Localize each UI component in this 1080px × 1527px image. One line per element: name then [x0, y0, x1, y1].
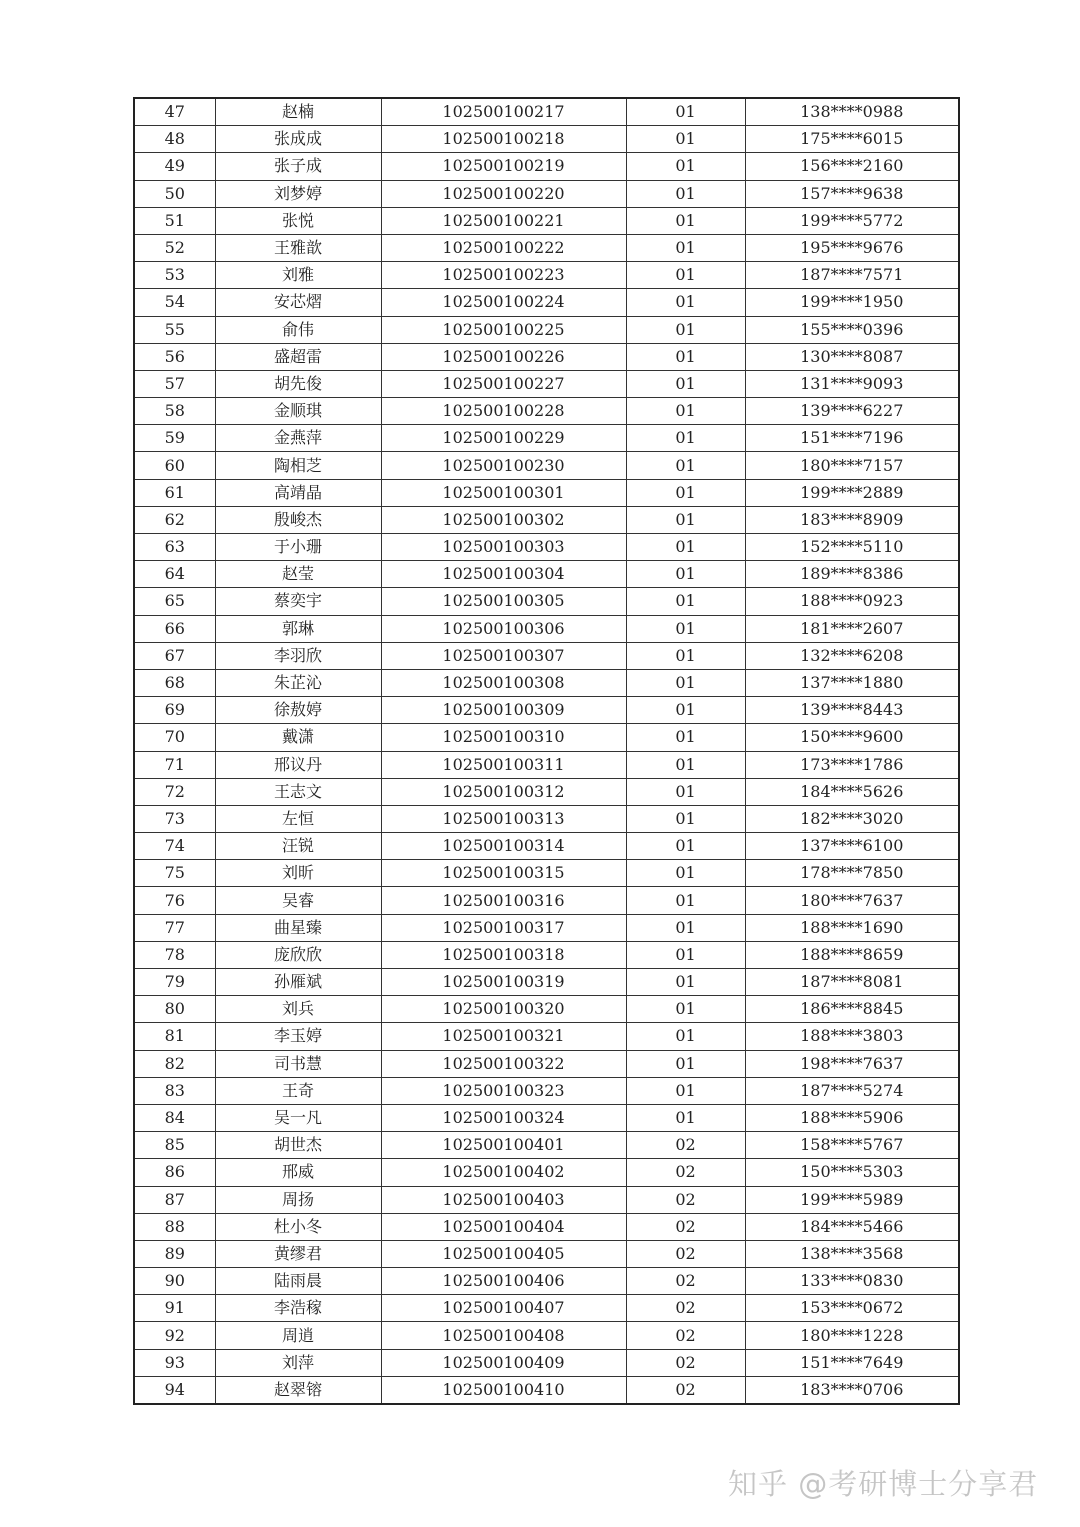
group-code-cell: 01 [626, 914, 745, 941]
row-number-cell: 78 [134, 941, 215, 968]
group-code-cell: 01 [626, 561, 745, 588]
table-row [134, 969, 959, 996]
phone-cell: 151****7196 [745, 425, 959, 452]
name-cell: 左恒 [215, 805, 381, 832]
candidate-id-cell: 102500100317 [381, 914, 626, 941]
candidate-id-cell: 102500100315 [381, 860, 626, 887]
name-cell: 刘梦婷 [215, 180, 381, 207]
table-row [134, 860, 959, 887]
group-code-cell: 01 [626, 1050, 745, 1077]
group-code-cell: 01 [626, 370, 745, 397]
phone-cell: 137****1880 [745, 669, 959, 696]
table-row [134, 234, 959, 261]
candidate-id-cell: 102500100321 [381, 1023, 626, 1050]
row-number-cell: 72 [134, 778, 215, 805]
table-row [134, 1240, 959, 1267]
candidate-id-cell: 102500100406 [381, 1268, 626, 1295]
phone-cell: 188****0923 [745, 588, 959, 615]
candidate-id-cell: 102500100222 [381, 234, 626, 261]
phone-cell: 187****7571 [745, 262, 959, 289]
candidate-id-cell: 102500100311 [381, 751, 626, 778]
zhihu-watermark: 知乎 @考研博士分享君 [728, 1467, 1039, 1501]
row-number-cell: 89 [134, 1240, 215, 1267]
row-number-cell: 58 [134, 398, 215, 425]
row-number-cell: 76 [134, 887, 215, 914]
name-cell: 陆雨晨 [215, 1268, 381, 1295]
row-number-cell: 50 [134, 180, 215, 207]
candidate-id-cell: 102500100310 [381, 724, 626, 751]
name-cell: 庞欣欣 [215, 941, 381, 968]
group-code-cell: 02 [626, 1240, 745, 1267]
table-row [134, 751, 959, 778]
table-row [134, 370, 959, 397]
name-cell: 汪锐 [215, 833, 381, 860]
row-number-cell: 92 [134, 1322, 215, 1349]
table-row [134, 615, 959, 642]
table-row [134, 1104, 959, 1131]
phone-cell: 188****8659 [745, 941, 959, 968]
name-cell: 殷峻杰 [215, 506, 381, 533]
group-code-cell: 01 [626, 126, 745, 153]
candidate-id-cell: 102500100401 [381, 1132, 626, 1159]
group-code-cell: 01 [626, 969, 745, 996]
candidate-id-cell: 102500100314 [381, 833, 626, 860]
phone-cell: 183****8909 [745, 506, 959, 533]
table-row [134, 1050, 959, 1077]
table-row [134, 316, 959, 343]
table-row [134, 996, 959, 1023]
name-cell: 王志文 [215, 778, 381, 805]
candidate-id-cell: 102500100404 [381, 1213, 626, 1240]
table-row [134, 642, 959, 669]
phone-cell: 180****7637 [745, 887, 959, 914]
group-code-cell: 02 [626, 1295, 745, 1322]
candidate-id-cell: 102500100405 [381, 1240, 626, 1267]
table-row [134, 941, 959, 968]
row-number-cell: 79 [134, 969, 215, 996]
phone-cell: 199****2889 [745, 479, 959, 506]
table-row [134, 479, 959, 506]
name-cell: 刘昕 [215, 860, 381, 887]
phone-cell: 184****5626 [745, 778, 959, 805]
group-code-cell: 01 [626, 343, 745, 370]
phone-cell: 178****7850 [745, 860, 959, 887]
name-cell: 俞伟 [215, 316, 381, 343]
group-code-cell: 01 [626, 234, 745, 261]
name-cell: 金顺琪 [215, 398, 381, 425]
row-number-cell: 77 [134, 914, 215, 941]
name-cell: 张成成 [215, 126, 381, 153]
row-number-cell: 94 [134, 1376, 215, 1404]
phone-cell: 137****6100 [745, 833, 959, 860]
group-code-cell: 02 [626, 1268, 745, 1295]
group-code-cell: 01 [626, 425, 745, 452]
group-code-cell: 02 [626, 1159, 745, 1186]
table-row [134, 887, 959, 914]
table-row [134, 588, 959, 615]
roster-table [133, 97, 960, 1405]
candidate-id-cell: 102500100219 [381, 153, 626, 180]
group-code-cell: 02 [626, 1213, 745, 1240]
row-number-cell: 60 [134, 452, 215, 479]
table-row [134, 153, 959, 180]
phone-cell: 181****2607 [745, 615, 959, 642]
name-cell: 吴睿 [215, 887, 381, 914]
name-cell: 朱芷沁 [215, 669, 381, 696]
phone-cell: 188****5906 [745, 1104, 959, 1131]
candidate-id-cell: 102500100227 [381, 370, 626, 397]
candidate-id-cell: 102500100402 [381, 1159, 626, 1186]
table-row [134, 343, 959, 370]
name-cell: 蔡奕宇 [215, 588, 381, 615]
table-row [134, 126, 959, 153]
group-code-cell: 01 [626, 289, 745, 316]
row-number-cell: 57 [134, 370, 215, 397]
name-cell: 赵楠 [215, 98, 381, 126]
row-number-cell: 66 [134, 615, 215, 642]
name-cell: 安芯熠 [215, 289, 381, 316]
candidate-id-cell: 102500100224 [381, 289, 626, 316]
candidate-id-cell: 102500100318 [381, 941, 626, 968]
row-number-cell: 80 [134, 996, 215, 1023]
phone-cell: 157****9638 [745, 180, 959, 207]
group-code-cell: 01 [626, 833, 745, 860]
candidate-id-cell: 102500100307 [381, 642, 626, 669]
name-cell: 曲星臻 [215, 914, 381, 941]
table-row [134, 289, 959, 316]
phone-cell: 188****1690 [745, 914, 959, 941]
candidate-id-cell: 102500100410 [381, 1376, 626, 1404]
name-cell: 刘萍 [215, 1349, 381, 1376]
candidate-id-cell: 102500100221 [381, 207, 626, 234]
table-row [134, 1023, 959, 1050]
name-cell: 张子成 [215, 153, 381, 180]
row-number-cell: 90 [134, 1268, 215, 1295]
table-row [134, 697, 959, 724]
group-code-cell: 01 [626, 506, 745, 533]
candidate-id-cell: 102500100226 [381, 343, 626, 370]
candidate-id-cell: 102500100223 [381, 262, 626, 289]
table-row [134, 1295, 959, 1322]
candidate-id-cell: 102500100319 [381, 969, 626, 996]
row-number-cell: 64 [134, 561, 215, 588]
candidate-id-cell: 102500100308 [381, 669, 626, 696]
phone-cell: 198****7637 [745, 1050, 959, 1077]
row-number-cell: 87 [134, 1186, 215, 1213]
name-cell: 李羽欣 [215, 642, 381, 669]
name-cell: 司书慧 [215, 1050, 381, 1077]
group-code-cell: 01 [626, 262, 745, 289]
name-cell: 徐敖婷 [215, 697, 381, 724]
phone-cell: 183****0706 [745, 1376, 959, 1404]
candidate-id-cell: 102500100304 [381, 561, 626, 588]
candidate-id-cell: 102500100301 [381, 479, 626, 506]
name-cell: 李玉婷 [215, 1023, 381, 1050]
row-number-cell: 52 [134, 234, 215, 261]
candidate-id-cell: 102500100320 [381, 996, 626, 1023]
phone-cell: 195****9676 [745, 234, 959, 261]
candidate-id-cell: 102500100312 [381, 778, 626, 805]
name-cell: 王奇 [215, 1077, 381, 1104]
candidate-id-cell: 102500100302 [381, 506, 626, 533]
group-code-cell: 01 [626, 724, 745, 751]
group-code-cell: 02 [626, 1349, 745, 1376]
row-number-cell: 59 [134, 425, 215, 452]
phone-cell: 138****0988 [745, 98, 959, 126]
name-cell: 高靖晶 [215, 479, 381, 506]
candidate-id-cell: 102500100408 [381, 1322, 626, 1349]
candidate-id-cell: 102500100229 [381, 425, 626, 452]
table-row [134, 669, 959, 696]
phone-cell: 152****5110 [745, 534, 959, 561]
group-code-cell: 01 [626, 805, 745, 832]
name-cell: 孙雁斌 [215, 969, 381, 996]
row-number-cell: 75 [134, 860, 215, 887]
name-cell: 刘兵 [215, 996, 381, 1023]
name-cell: 金燕萍 [215, 425, 381, 452]
candidate-id-cell: 102500100409 [381, 1349, 626, 1376]
row-number-cell: 74 [134, 833, 215, 860]
name-cell: 刘雅 [215, 262, 381, 289]
table-row [134, 398, 959, 425]
name-cell: 吴一凡 [215, 1104, 381, 1131]
name-cell: 张悦 [215, 207, 381, 234]
phone-cell: 156****2160 [745, 153, 959, 180]
phone-cell: 180****7157 [745, 452, 959, 479]
name-cell: 李浩稼 [215, 1295, 381, 1322]
candidate-id-cell: 102500100324 [381, 1104, 626, 1131]
table-row [134, 561, 959, 588]
group-code-cell: 01 [626, 316, 745, 343]
table-row [134, 425, 959, 452]
group-code-cell: 01 [626, 642, 745, 669]
row-number-cell: 88 [134, 1213, 215, 1240]
table-row [134, 98, 959, 126]
row-number-cell: 82 [134, 1050, 215, 1077]
group-code-cell: 01 [626, 180, 745, 207]
phone-cell: 139****8443 [745, 697, 959, 724]
group-code-cell: 01 [626, 615, 745, 642]
group-code-cell: 01 [626, 669, 745, 696]
phone-cell: 151****7649 [745, 1349, 959, 1376]
candidate-id-cell: 102500100313 [381, 805, 626, 832]
row-number-cell: 68 [134, 669, 215, 696]
table-row [134, 1159, 959, 1186]
row-number-cell: 53 [134, 262, 215, 289]
group-code-cell: 01 [626, 1023, 745, 1050]
group-code-cell: 02 [626, 1132, 745, 1159]
group-code-cell: 01 [626, 887, 745, 914]
name-cell: 于小珊 [215, 534, 381, 561]
group-code-cell: 02 [626, 1186, 745, 1213]
group-code-cell: 01 [626, 860, 745, 887]
candidate-id-cell: 102500100309 [381, 697, 626, 724]
row-number-cell: 85 [134, 1132, 215, 1159]
name-cell: 赵莹 [215, 561, 381, 588]
name-cell: 周扬 [215, 1186, 381, 1213]
row-number-cell: 67 [134, 642, 215, 669]
roster-table-body [134, 98, 959, 1404]
phone-cell: 199****1950 [745, 289, 959, 316]
row-number-cell: 55 [134, 316, 215, 343]
group-code-cell: 01 [626, 153, 745, 180]
table-row [134, 914, 959, 941]
candidate-id-cell: 102500100228 [381, 398, 626, 425]
name-cell: 戴潇 [215, 724, 381, 751]
phone-cell: 187****5274 [745, 1077, 959, 1104]
group-code-cell: 01 [626, 98, 745, 126]
row-number-cell: 70 [134, 724, 215, 751]
row-number-cell: 81 [134, 1023, 215, 1050]
table-row [134, 207, 959, 234]
name-cell: 郭琳 [215, 615, 381, 642]
name-cell: 胡世杰 [215, 1132, 381, 1159]
phone-cell: 187****8081 [745, 969, 959, 996]
table-row [134, 1376, 959, 1404]
table-row [134, 1213, 959, 1240]
name-cell: 黄缪君 [215, 1240, 381, 1267]
candidate-id-cell: 102500100225 [381, 316, 626, 343]
table-row [134, 506, 959, 533]
group-code-cell: 01 [626, 941, 745, 968]
row-number-cell: 84 [134, 1104, 215, 1131]
group-code-cell: 01 [626, 534, 745, 561]
table-row [134, 1132, 959, 1159]
row-number-cell: 51 [134, 207, 215, 234]
table-row [134, 833, 959, 860]
row-number-cell: 86 [134, 1159, 215, 1186]
row-number-cell: 47 [134, 98, 215, 126]
row-number-cell: 65 [134, 588, 215, 615]
table-row [134, 1322, 959, 1349]
row-number-cell: 48 [134, 126, 215, 153]
row-number-cell: 63 [134, 534, 215, 561]
table-row [134, 1268, 959, 1295]
phone-cell: 153****0672 [745, 1295, 959, 1322]
row-number-cell: 73 [134, 805, 215, 832]
candidate-id-cell: 102500100403 [381, 1186, 626, 1213]
group-code-cell: 01 [626, 479, 745, 506]
table-row [134, 534, 959, 561]
name-cell: 邢议丹 [215, 751, 381, 778]
row-number-cell: 49 [134, 153, 215, 180]
phone-cell: 158****5767 [745, 1132, 959, 1159]
name-cell: 盛超雷 [215, 343, 381, 370]
phone-cell: 188****3803 [745, 1023, 959, 1050]
row-number-cell: 69 [134, 697, 215, 724]
table-row [134, 778, 959, 805]
table-row [134, 1077, 959, 1104]
phone-cell: 155****0396 [745, 316, 959, 343]
phone-cell: 186****8845 [745, 996, 959, 1023]
phone-cell: 150****5303 [745, 1159, 959, 1186]
name-cell: 陶相芝 [215, 452, 381, 479]
group-code-cell: 01 [626, 778, 745, 805]
group-code-cell: 01 [626, 1104, 745, 1131]
candidate-id-cell: 102500100306 [381, 615, 626, 642]
candidate-id-cell: 102500100230 [381, 452, 626, 479]
phone-cell: 131****9093 [745, 370, 959, 397]
table-row [134, 1186, 959, 1213]
row-number-cell: 56 [134, 343, 215, 370]
candidate-id-cell: 102500100217 [381, 98, 626, 126]
table-row [134, 724, 959, 751]
candidate-id-cell: 102500100322 [381, 1050, 626, 1077]
group-code-cell: 01 [626, 996, 745, 1023]
phone-cell: 180****1228 [745, 1322, 959, 1349]
phone-cell: 139****6227 [745, 398, 959, 425]
phone-cell: 130****8087 [745, 343, 959, 370]
name-cell: 王雅歆 [215, 234, 381, 261]
phone-cell: 133****0830 [745, 1268, 959, 1295]
group-code-cell: 01 [626, 588, 745, 615]
candidate-id-cell: 102500100316 [381, 887, 626, 914]
name-cell: 杜小冬 [215, 1213, 381, 1240]
phone-cell: 184****5466 [745, 1213, 959, 1240]
name-cell: 邢威 [215, 1159, 381, 1186]
phone-cell: 199****5989 [745, 1186, 959, 1213]
candidate-id-cell: 102500100303 [381, 534, 626, 561]
group-code-cell: 01 [626, 697, 745, 724]
row-number-cell: 62 [134, 506, 215, 533]
table-row [134, 262, 959, 289]
candidate-id-cell: 102500100323 [381, 1077, 626, 1104]
phone-cell: 150****9600 [745, 724, 959, 751]
phone-cell: 173****1786 [745, 751, 959, 778]
row-number-cell: 71 [134, 751, 215, 778]
phone-cell: 138****3568 [745, 1240, 959, 1267]
row-number-cell: 91 [134, 1295, 215, 1322]
candidate-id-cell: 102500100407 [381, 1295, 626, 1322]
candidate-id-cell: 102500100218 [381, 126, 626, 153]
row-number-cell: 93 [134, 1349, 215, 1376]
row-number-cell: 54 [134, 289, 215, 316]
phone-cell: 182****3020 [745, 805, 959, 832]
group-code-cell: 01 [626, 1077, 745, 1104]
group-code-cell: 01 [626, 398, 745, 425]
phone-cell: 132****6208 [745, 642, 959, 669]
phone-cell: 189****8386 [745, 561, 959, 588]
phone-cell: 175****6015 [745, 126, 959, 153]
group-code-cell: 01 [626, 207, 745, 234]
table-row [134, 180, 959, 207]
group-code-cell: 01 [626, 452, 745, 479]
group-code-cell: 02 [626, 1322, 745, 1349]
table-row [134, 1349, 959, 1376]
row-number-cell: 83 [134, 1077, 215, 1104]
row-number-cell: 61 [134, 479, 215, 506]
name-cell: 周逍 [215, 1322, 381, 1349]
name-cell: 胡先俊 [215, 370, 381, 397]
candidate-id-cell: 102500100305 [381, 588, 626, 615]
name-cell: 赵翠镕 [215, 1376, 381, 1404]
group-code-cell: 02 [626, 1376, 745, 1404]
table-row [134, 805, 959, 832]
group-code-cell: 01 [626, 751, 745, 778]
candidate-id-cell: 102500100220 [381, 180, 626, 207]
table-row [134, 452, 959, 479]
phone-cell: 199****5772 [745, 207, 959, 234]
